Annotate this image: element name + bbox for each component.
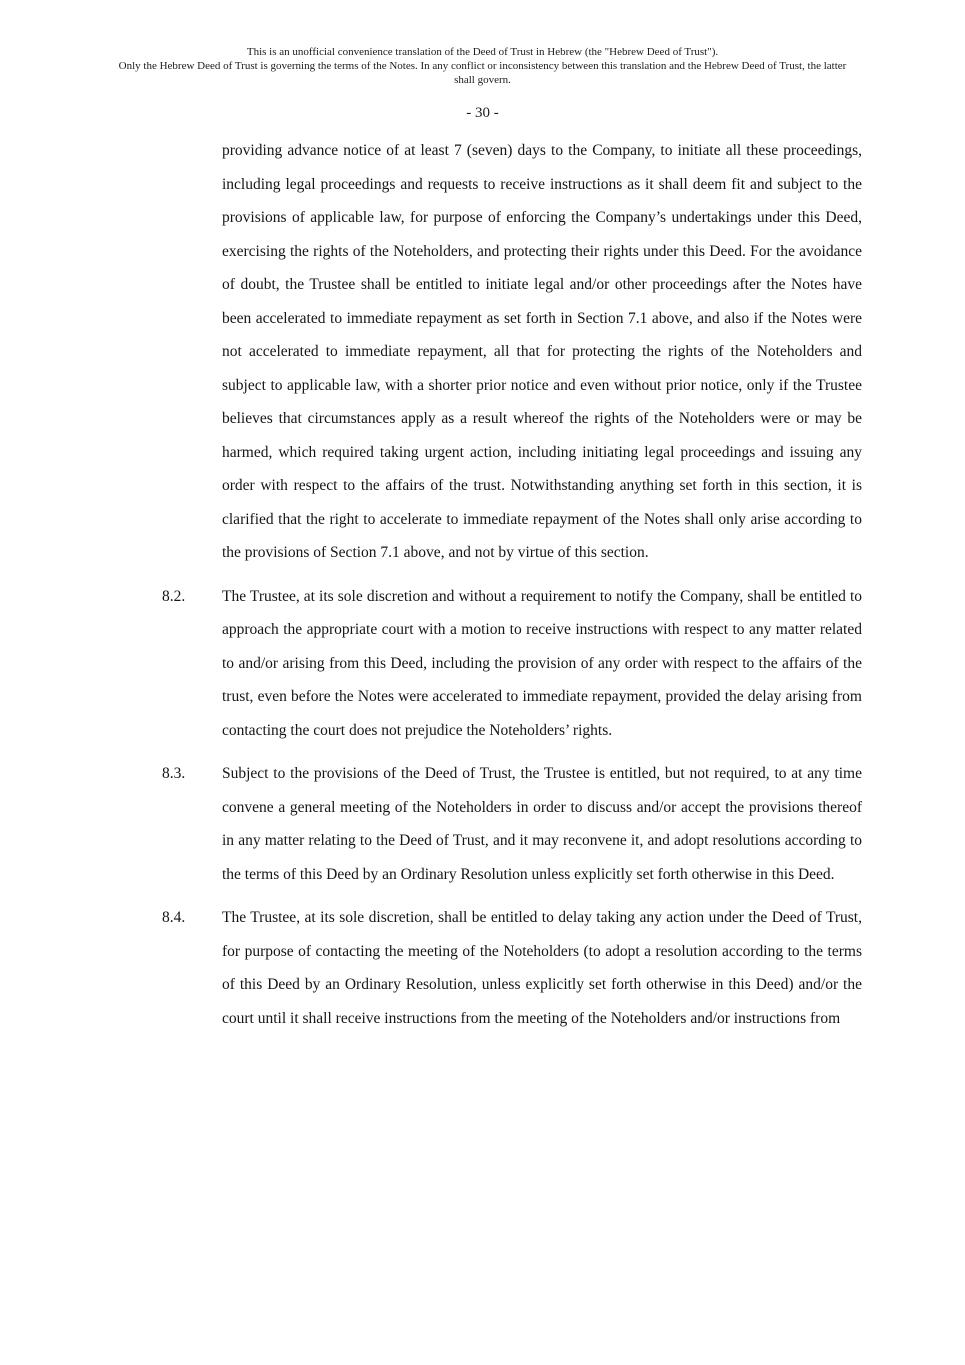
paragraph-continuation [162, 134, 862, 570]
disclaimer-line-1: This is an unofficial convenience translation of the Deed of Trust in Hebrew (the "Hebrew Deed of Trust"). [246, 46, 719, 58]
page-number: - 30 - [466, 105, 499, 121]
document-body [162, 134, 862, 1035]
section-number: 8.4. [162, 909, 186, 926]
section-8-4 [162, 901, 862, 1035]
section-8-3 [162, 757, 862, 891]
section-number: 8.2. [162, 587, 186, 605]
paragraph-text: The Trustee, at its sole discretion, shall be entitled to delay taking any action under the Deed of Trust, for purpose of contacting the meeting of the Noteholders (to adopt a resolution according to the terms of this Deed by an Ordinary Resolution, unless explicitly set forth otherwise in this Deed) and/or the court until it shall receive instructions from the meeting of the Noteholders and/or instructions from [222, 909, 862, 1027]
disclaimer-line-2: Only the Hebrew Deed of Trust is governing the terms of the Notes. In any conflict or inconsistency between this translation and the Hebrew Deed of Trust, the latter shall govern. [118, 60, 847, 86]
section-number: 8.3. [162, 765, 186, 782]
paragraph-text: providing advance notice of at least 7 (seven) days to the Company, to initiate all these proceedings, including legal proceedings and requests to receive instructions as it shall deem fit and subject to the provisions of applicable law, for purpose of enforcing the Company’s undertakings under this Deed, exercising the rights of the Noteholders, and protecting their rights under this Deed. For the avoidance of doubt, the Trustee shall be entitled to initiate legal and/or other proceedings after the Notes have been accelerated to immediate repayment as set forth in Section 7.1 above, and also if the Notes were not accelerated to immediate repayment, all that for protecting the rights of the Noteholders and subject to applicable law, with a shorter prior notice and even without prior notice, only if the Trustee believes that circumstances apply as a result whereof the rights of the Noteholders were or may be harmed, which required taking urgent action, including initiating legal proceedings and issuing any order with respect to the affairs of the trust. Notwithstanding anything set forth in this section, it is clarified that the right to accelerate to immediate repayment of the Notes shall only arise according to the provisions of Section 7.1 above, and not by virtue of this section. [222, 142, 862, 561]
disclaimer-header [110, 0, 855, 87]
paragraph-text: Subject to the provisions of the Deed of Trust, the Trustee is entitled, but not required, to at any time convene a general meeting of the Noteholders in order to discuss and/or accept the provisions thereof in any matter relating to the Deed of Trust, and it may reconvene it, and adopt resolutions according to the terms of this Deed by an Ordinary Resolution unless explicitly set forth otherwise in this Deed. [222, 765, 862, 883]
paragraph-text: The Trustee, at its sole discretion and without a requirement to notify the Company, shall be entitled to approach the appropriate court with a motion to receive instructions with respect to any matter related to and/or arising from this Deed, including the provision of any order with respect to the affairs of the trust, even before the Notes were accelerated to immediate repayment, provided the delay arising from contacting the court does not prejudice the Noteholders’ rights. [222, 587, 862, 739]
section-8-2 [162, 580, 862, 748]
